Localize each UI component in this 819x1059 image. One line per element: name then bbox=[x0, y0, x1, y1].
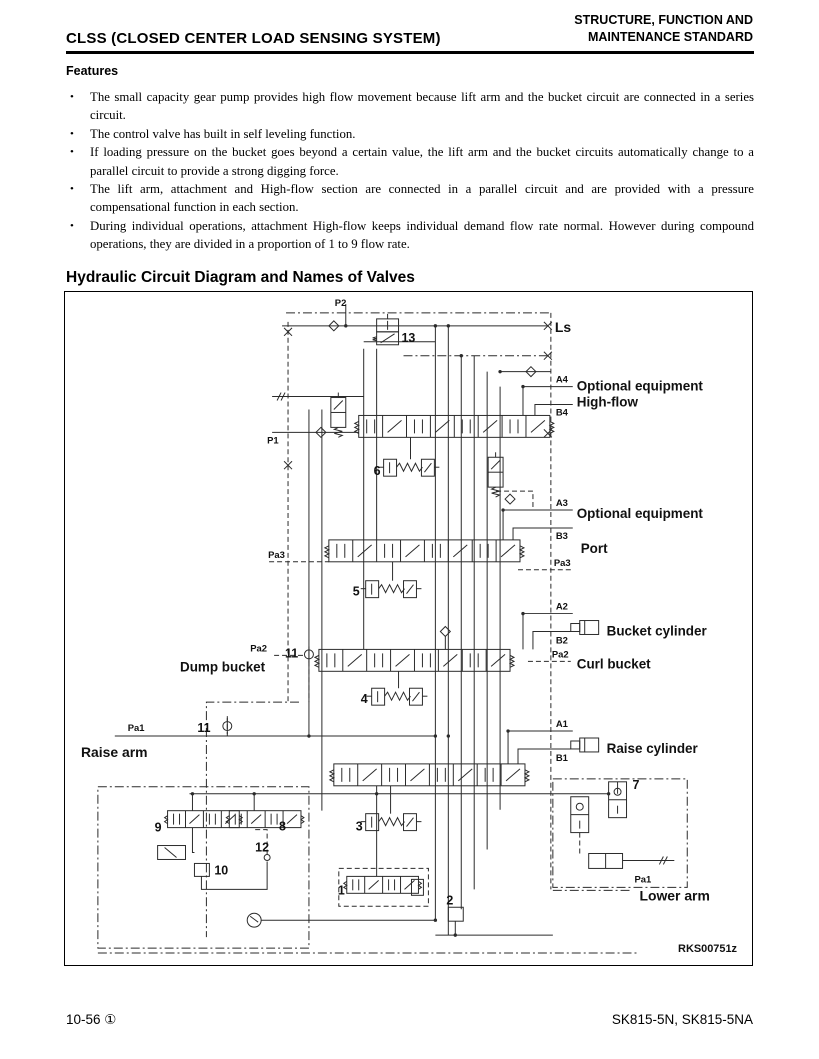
valve-number-6: 6 bbox=[373, 464, 381, 479]
port-label-p2: P2 bbox=[334, 297, 347, 309]
port-label-a2: A2 bbox=[555, 601, 568, 613]
header-rule bbox=[66, 51, 754, 54]
valve-number-9: 9 bbox=[154, 820, 162, 835]
page-title: CLSS (CLOSED CENTER LOAD SENSING SYSTEM) bbox=[66, 30, 441, 47]
port-label-a4: A4 bbox=[555, 374, 568, 386]
diagram-frame bbox=[64, 291, 753, 966]
port-label-a1: A1 bbox=[555, 719, 568, 731]
feature-bullet: • The small capacity gear pump provides high flow movement because lift arm and the bucket circuit are connected in a series circuit. bbox=[66, 88, 754, 125]
diagram-heading: Hydraulic Circuit Diagram and Names of Valves bbox=[66, 269, 415, 286]
port-label-pa3-right: Pa3 bbox=[553, 557, 571, 569]
port-label-b4: B4 bbox=[555, 407, 568, 419]
valve-number-1: 1 bbox=[337, 883, 345, 898]
port-label-pa3-left: Pa3 bbox=[268, 549, 285, 561]
callout-optional-equipment-highflow-1: Optional equipment bbox=[576, 378, 703, 394]
port-label-pa1-right: Pa1 bbox=[634, 874, 652, 886]
hydraulic-circuit-diagram bbox=[65, 292, 751, 964]
feature-bullet: • The lift arm, attachment and High-flow section are connected in a parallel circuit and are provided with a pressure compensational function in each section. bbox=[66, 180, 754, 217]
valve-number-2: 2 bbox=[446, 893, 454, 908]
port-label-pa2-right: Pa2 bbox=[551, 649, 569, 661]
section-title-line1: STRUCTURE, FUNCTION AND bbox=[574, 13, 753, 27]
callout-lower-arm: Lower arm bbox=[639, 887, 710, 904]
features-list bbox=[66, 88, 754, 254]
model-codes: SK815-5N, SK815-5NA bbox=[611, 1012, 753, 1027]
callout-optional-equipment-highflow-2: High-flow bbox=[576, 394, 638, 410]
callout-curl-bucket: Curl bucket bbox=[576, 656, 651, 672]
valve-number-11a: 11 bbox=[285, 646, 299, 661]
page-number: 10-56 ① bbox=[66, 1012, 117, 1027]
valve-number-5: 5 bbox=[352, 584, 360, 599]
valve-number-4: 4 bbox=[360, 692, 368, 707]
feature-bullet: • If loading pressure on the bucket goes beyond a certain value, the lift arm and the bucket circuits automatically change to a parallel circuit to provide a strong digging force. bbox=[66, 143, 754, 180]
callout-optional-equipment: Optional equipment bbox=[576, 505, 703, 521]
section-title-line2: MAINTENANCE STANDARD bbox=[587, 30, 753, 44]
valve-number-13: 13 bbox=[401, 330, 416, 345]
callout-raise-arm: Raise arm bbox=[80, 743, 148, 760]
valve-number-7: 7 bbox=[632, 777, 640, 792]
callout-raise-cylinder: Raise cylinder bbox=[606, 740, 698, 756]
valve-number-3: 3 bbox=[355, 819, 363, 834]
features-heading: Features bbox=[66, 64, 119, 78]
callout-bucket-cylinder: Bucket cylinder bbox=[606, 623, 707, 639]
port-label-a3: A3 bbox=[555, 498, 568, 510]
valve-number-10: 10 bbox=[214, 863, 229, 878]
figure-reference: RKS00751z bbox=[678, 943, 738, 956]
callout-dump-bucket: Dump bucket bbox=[180, 659, 266, 675]
port-label-p1: P1 bbox=[267, 435, 279, 447]
section-title bbox=[574, 12, 753, 46]
port-label-pa2-left: Pa2 bbox=[250, 643, 268, 655]
port-label-b2: B2 bbox=[555, 635, 568, 647]
feature-bullet: • The control valve has built in self leveling function. bbox=[66, 125, 754, 143]
port-label-b3: B3 bbox=[555, 530, 568, 542]
port-label-ls: Ls bbox=[554, 318, 572, 335]
feature-bullet: • During individual operations, attachment High-flow keeps individual demand flow rate normal. However during compound operations, they are divided in a proportion of 1 to 9 flow rate. bbox=[66, 217, 754, 254]
valve-number-12: 12 bbox=[255, 840, 270, 855]
valve-number-11b: 11 bbox=[197, 721, 211, 736]
port-label-pa1-left: Pa1 bbox=[127, 723, 145, 735]
callout-port: Port bbox=[580, 540, 608, 556]
port-label-b1: B1 bbox=[555, 752, 568, 764]
valve-number-8: 8 bbox=[279, 819, 286, 834]
